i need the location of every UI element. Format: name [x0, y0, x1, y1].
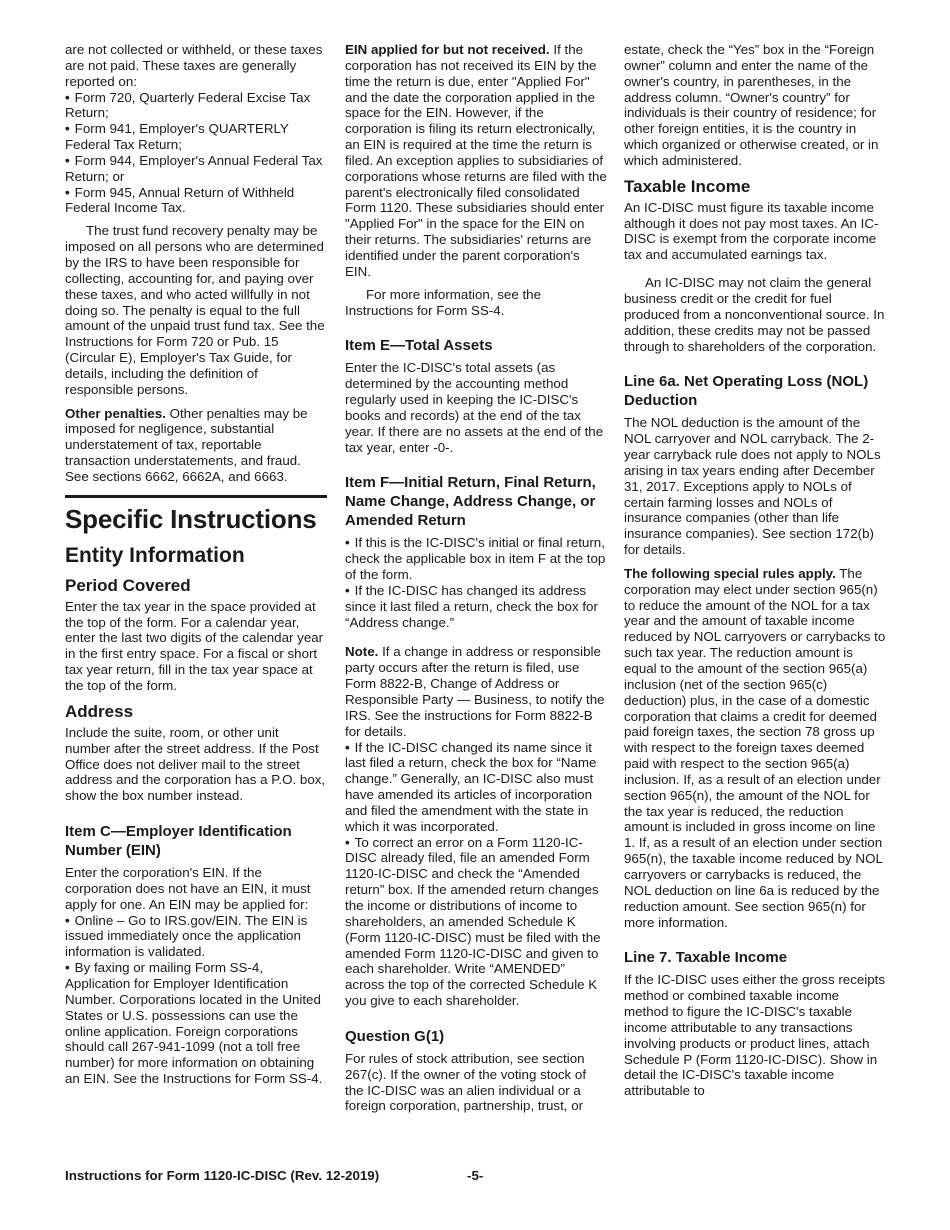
entity-information-heading: Entity Information — [65, 543, 245, 567]
note-paragraph — [345, 644, 607, 739]
ein-not-received-text: If the corporation has not received its EIN by the time the return is due, enter "Applied For" and the date the corporation applied in the space for the EIN. However, if the corporation is filing its return electronically, an EIN is required at the time the return is filed. An exception applies to subsidiaries of corporations whose returns are filed with the parent's electronically filed consolidated Form 1120. These subsidiaries should enter "Applied For" in the space for the EIN on their returns. The subsidiaries' returns are identified under the parent corporation's EIN. — [345, 42, 607, 279]
bullet-form-945: • Form 945, Annual Return of Withheld Federal Income Tax. — [65, 185, 327, 217]
bullet-ein-online: • Online – Go to IRS.gov/EIN. The EIN is issued immediately once the application information is validated. — [65, 913, 327, 961]
ss4-paragraph: For more information, see the Instructions for Form SS-4. — [345, 286, 542, 318]
column-right — [624, 42, 886, 1099]
item-e-text: Enter the IC-DISC's total assets (as determined by the accounting method regularly used in keeping the IC-DISC's books and records) at the end of the tax year. If there are no assets at the end of the tax year, enter -0-. — [345, 360, 604, 455]
line-6a-text: The NOL deduction is the amount of the NOL carryover and NOL carryback. The 2-year carryback rule does not apply to NOLs arising in tax years ending after December 31, 2017. Exceptions apply to NOLs of certain farming losses and NOLs of insurance companies (other than life insurance companies). See section 172(b) for details. — [624, 415, 881, 558]
address-text: Include the suite, room, or other unit number after the street address. If the Post Office does not deliver mail to the street address and the corporation has a P.O. box, show the box number instead. — [65, 724, 326, 804]
taxable-income-heading: Taxable Income — [624, 176, 751, 196]
special-rules-text: The corporation may elect under section 965(n) to reduce the amount of the NOL for a tax year and the amount of taxable income reduced by NOL carryovers or carrybacks to such tax year. The reduction amount is equal to the amount of the section 965(a) inclusion (net of the section 965(c) deduction) plus, in the case of a domestic corporation that claims a credit for deemed paid foreign taxes, the section 78 gross up with respect to the foreign taxes deemed paid with respect to the section 965(a) inclusion. If, as a result of an election under section 965(n), the amount of the NOL for the tax year is reduced, the reduction amount is included in gross income on line 1. If, as a result of an election under section 965(n), the taxable income reduced by NOL carryovers or carrybacks is reduced, the NOL deduction on line 6a is reduced by the reduction amount. See section 965(n) for more information. — [624, 565, 886, 930]
footer-title: Instructions for Form 1120-IC-DISC (Rev. 12-2019) — [65, 1168, 380, 1183]
column-left — [65, 42, 327, 1087]
bullet-name-change: • If the IC-DISC changed its name since it last filed a return, check the box for “Name change.” Generally, an IC-DISC also must have amended its articles of incorporation and filed the amendment with the state in which it was incorporated. — [345, 740, 607, 835]
bullet-ein-fax-mail: • By faxing or mailing Form SS-4, Application for Employer Identification Number. Corporations located in the United States or U.S. possessions can use the online application. Foreign corporations should call 267-941-1099 (not a toll free number) for more information on obtaining an EIN. See the Instructions for Form SS-4. — [65, 960, 327, 1087]
page-number: -5- — [467, 1168, 484, 1183]
intro-paragraph: are not collected or withheld, or these taxes are not paid. These taxes are generally reported on: — [65, 42, 323, 89]
bullet-form-941: • Form 941, Employer's QUARTERLY Federal Tax Return; — [65, 121, 327, 153]
column-middle — [345, 42, 607, 1114]
question-g1-heading: Question G(1) — [345, 1027, 445, 1045]
other-penalties-paragraph — [65, 406, 327, 485]
taxable-income-text-2: An IC-DISC may not claim the general business credit or the credit for fuel produced from a nonconventional source. In addition, these credits may not be passed through to shareholders of the corporation. — [624, 275, 885, 354]
note-label: Note. — [345, 644, 379, 660]
taxable-income-text-1: An IC-DISC must figure its taxable income although it does not pay most taxes. An IC-DISC is exempt from the corporate income tax and accumulated earnings tax. — [624, 199, 879, 263]
ein-not-received-paragraph — [345, 42, 607, 280]
item-e-heading: Item E—Total Assets — [345, 337, 493, 355]
ein-not-received-label: EIN applied for but not received. — [345, 42, 550, 57]
period-covered-heading: Period Covered — [65, 575, 191, 595]
bullet-address-change: • If the IC-DISC has changed its address since it last filed a return, check the box for “Address change.” — [345, 583, 607, 631]
line-7-heading: Line 7. Taxable Income — [624, 949, 788, 967]
other-penalties-label: Other penalties. — [65, 405, 166, 421]
bullet-amended-return: • To correct an error on a Form 1120-IC-DISC already filed, file an amended Form 1120-IC-DISC and check the “Amended return” box. If the amended return changes the income or distributions of income to shareholders, an amended Schedule K (Form 1120-IC-DISC) must be filed with the amended Form 1120-IC-DISC and given to each shareholder. Write “AMENDED” across the top of the corrected Schedule K you give to each shareholder. — [345, 835, 607, 1009]
special-rules-label: The following special rules apply. — [624, 565, 836, 581]
bullet-form-944: • Form 944, Employer's Annual Federal Tax Return; or — [65, 153, 327, 185]
line-7-text: If the IC-DISC uses either the gross receipts method or combined taxable income method to figure the IC-DISC's taxable income attributable to any transactions involving products or product lines, attach Schedule P (Form 1120-IC-DISC). Show in detail the IC-DISC's taxable income attributable to — [624, 972, 886, 1099]
item-c-text: Enter the corporation's EIN. If the corporation does not have an EIN, it must apply for one. An EIN may be applied for: — [65, 865, 311, 912]
bullet-form-720: • Form 720, Quarterly Federal Excise Tax Return; — [65, 90, 327, 122]
address-heading: Address — [65, 701, 134, 721]
foreign-owner-continued-text: estate, check the “Yes” box in the “Foreign owner” column and enter the name of the owner's country, in parentheses, in the address column. “Owner's country” for individuals is their country of residence; for other foreign entities, it is the country in which organized or otherwise created, or in which administered. — [624, 42, 879, 168]
item-c-heading: Item C—Employer Identification Number (EIN) — [65, 823, 292, 860]
period-covered-text: Enter the tax year in the space provided at the top of the form. For a calendar year, enter the last two digits of the calendar year in the first entry space. For a fiscal or short tax year return, fill in the tax year space at the top of the form. — [65, 598, 324, 693]
bullet-initial-final: • If this is the IC-DISC's initial or final return, check the applicable box in item F at the top of the form. — [345, 535, 607, 583]
note-text: If a change in address or responsible party occurs after the return is filed, use Form 8822-B, Change of Address or Responsible Party — Business, to notify the IRS. See the instructions for Form 8822-B for details. — [345, 644, 605, 739]
item-f-heading: Item F—Initial Return, Final Return, Name Change, Address Change, or Amended Return — [345, 474, 596, 530]
special-rules-paragraph — [624, 566, 886, 930]
other-penalties-text: Other penalties may be imposed for negligence, substantial understatement of tax, reportable transaction understatements, and fraud. See sections 6662, 6662A, and 6663. — [65, 405, 308, 484]
question-g1-text: For rules of stock attribution, see section 267(c). If the owner of the voting stock of the IC-DISC was an alien individual or a foreign corporation, partnership, trust, or — [345, 1050, 587, 1114]
specific-instructions-heading: Specific Instructions — [65, 495, 327, 534]
page-footer — [65, 1168, 484, 1184]
line-6a-heading: Line 6a. Net Operating Loss (NOL) Deduction — [624, 373, 869, 410]
trust-fund-paragraph: The trust fund recovery penalty may be imposed on all persons who are determined by the IRS to have been responsible for collecting, accounting for, and paying over these taxes, and who acted willfully in not doing so. The penalty is equal to the full amount of the unpaid trust fund tax. See the Instructions for Form 720 or Pub. 15 (Circular E), Employer's Tax Guide, for details, including the definition of responsible persons. — [65, 223, 325, 397]
